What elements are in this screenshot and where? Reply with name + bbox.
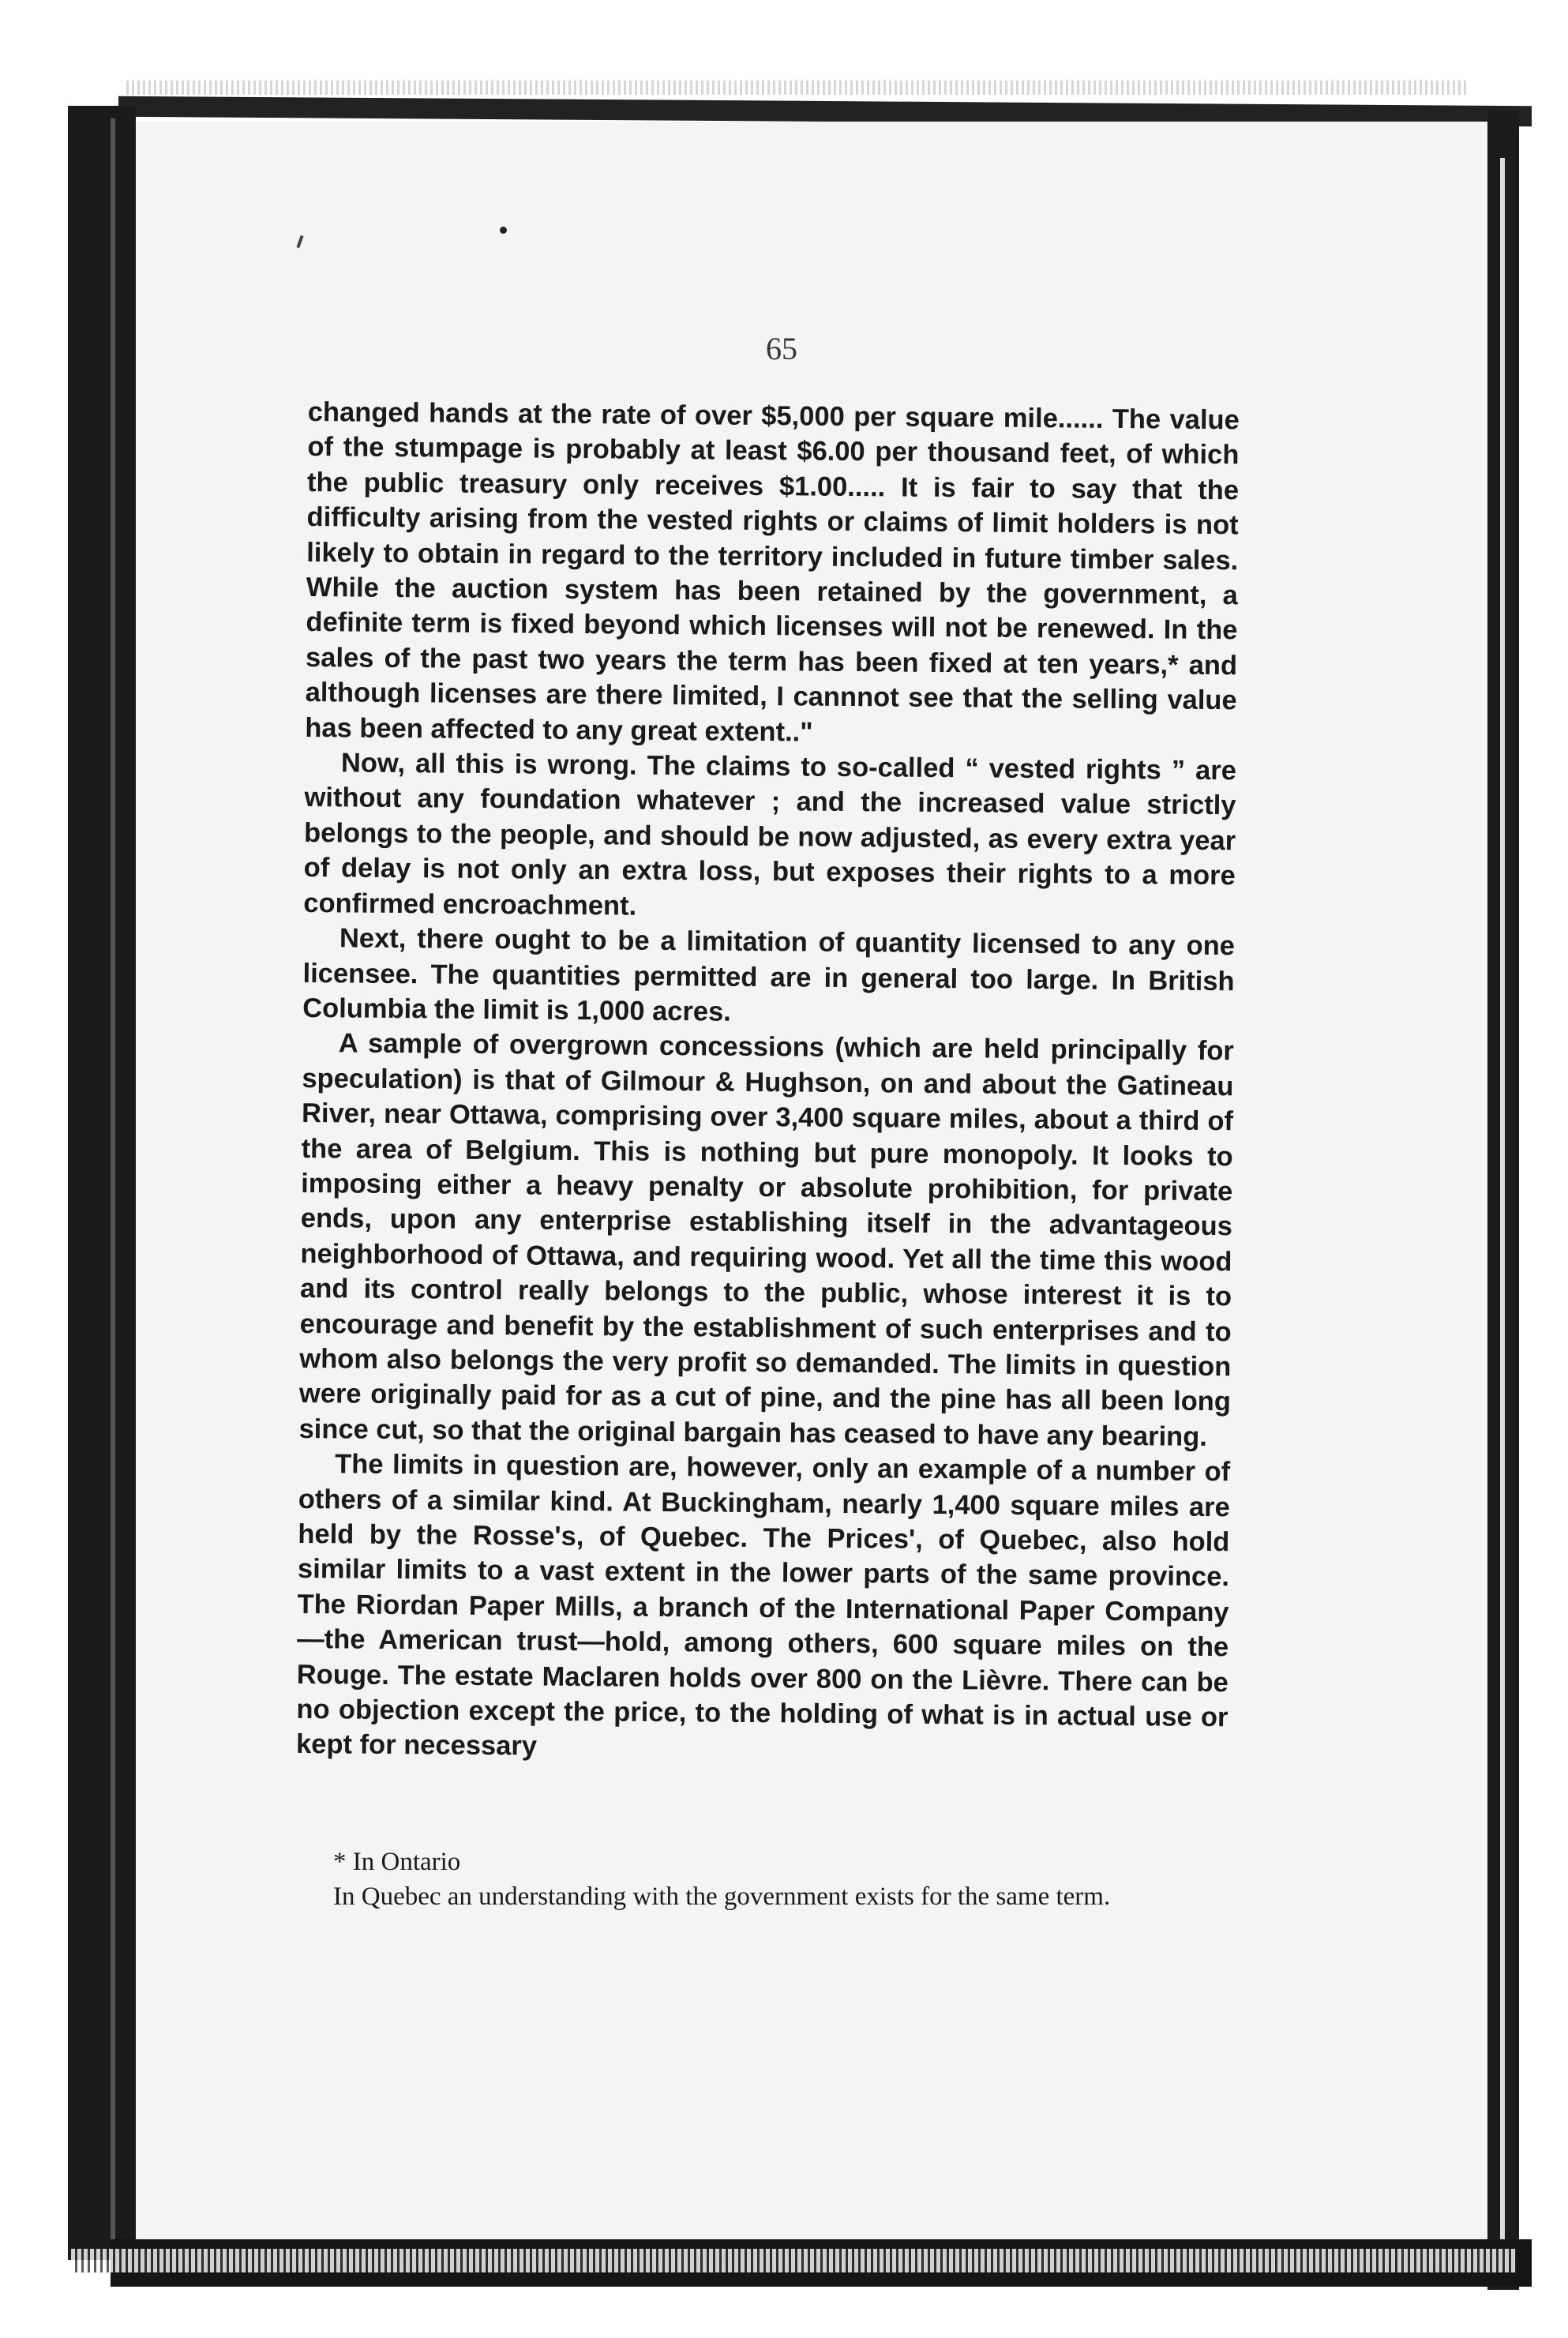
page-number: 65	[766, 331, 797, 366]
paragraph: The limits in question are, however, only an example of a number of others of a similar kind. At Buckingham, nearly 1,400 square miles are held by the Rosse's, of Quebec. The Prices', of Quebec, also hold similar limits to a vast extent in the lower parts of the same province. The Riordan Paper Mills, a branch of the International Paper Company—the American trust—hold, among others, 600 square miles on the Rouge. The estate Maclaren holds over 800 on the Lièvre. There can be no objection except the price, to the holding of what is in actual use or kept for necessary	[295, 1449, 1231, 1762]
ink-speck	[500, 227, 507, 234]
paragraph: A sample of overgrown concessions (which are held principally for speculation) is that of Gilmour & Hughson, on and about the Gatineau River, near Ottawa, comprising over 3,400 square miles, about a third of the area of Belgium. This is nothing but pure monopoly. It looks to imposing either a heavy penalty or absolute prohibition, for private ends, upon any enterprise establishing itself in the advantageous neighborhood of Ottawa, and requiring wood. Yet all the time this wood and its control really belongs to the public, whose interest it is to encourage and benefit by the establishment of such enterprises and to whom also belongs the very profit so demanded. The limits in question were originally paid for as a cut of pine, and the pine has all been long since cut, so that the original bargain has ceased to have any bearing.	[298, 1028, 1234, 1452]
book-spine	[68, 106, 136, 2260]
paragraph: Now, all this is wrong. The claims to so-called “ vested rights ” are without any foundation whatever ; and the increased value strictly belongs to the people, and should be now adjusted, as every extra year of delay is not only an extra loss, but exposes their rights to a more confirmed encroachment.	[303, 748, 1237, 921]
paragraph: Next, there ought to be a limitation of quantity licensed to any one licensee. The quantities permitted are in general too large. In British Columbia the limit is 1,000 acres.	[302, 923, 1236, 1027]
book-top-edge-fringe	[126, 81, 1469, 95]
book-right-edge-inner	[1500, 158, 1505, 2258]
book-spine-highlight	[111, 118, 115, 2250]
footnote: * In Ontario	[333, 1848, 461, 1876]
book-bottom-edge-fringe	[71, 2249, 1516, 2272]
paragraph: changed hands at the rate of over $5,000 per square mile...... The value of the stumpage is probably at least $6.00 per thousand feet, of which the public treasury only receives $1.00..... It is fair to say that the difficulty arising from the vested rights or claims of limit holders is not likely to obtain in regard to the territory included in future timber sales. While the auction system has been retained by the government, a definite term is fixed beyond which licenses will not be renewed. In the sales of the past two years the term has been fixed at ten years,* and although licenses are there limited, I cannnot see that the selling value has been affected to any great extent.."	[305, 396, 1240, 748]
footnote: In Quebec an understanding with the government exists for the same term.	[333, 1882, 1111, 1911]
footnotes	[297, 1845, 1236, 1914]
body-text	[296, 395, 1240, 1770]
